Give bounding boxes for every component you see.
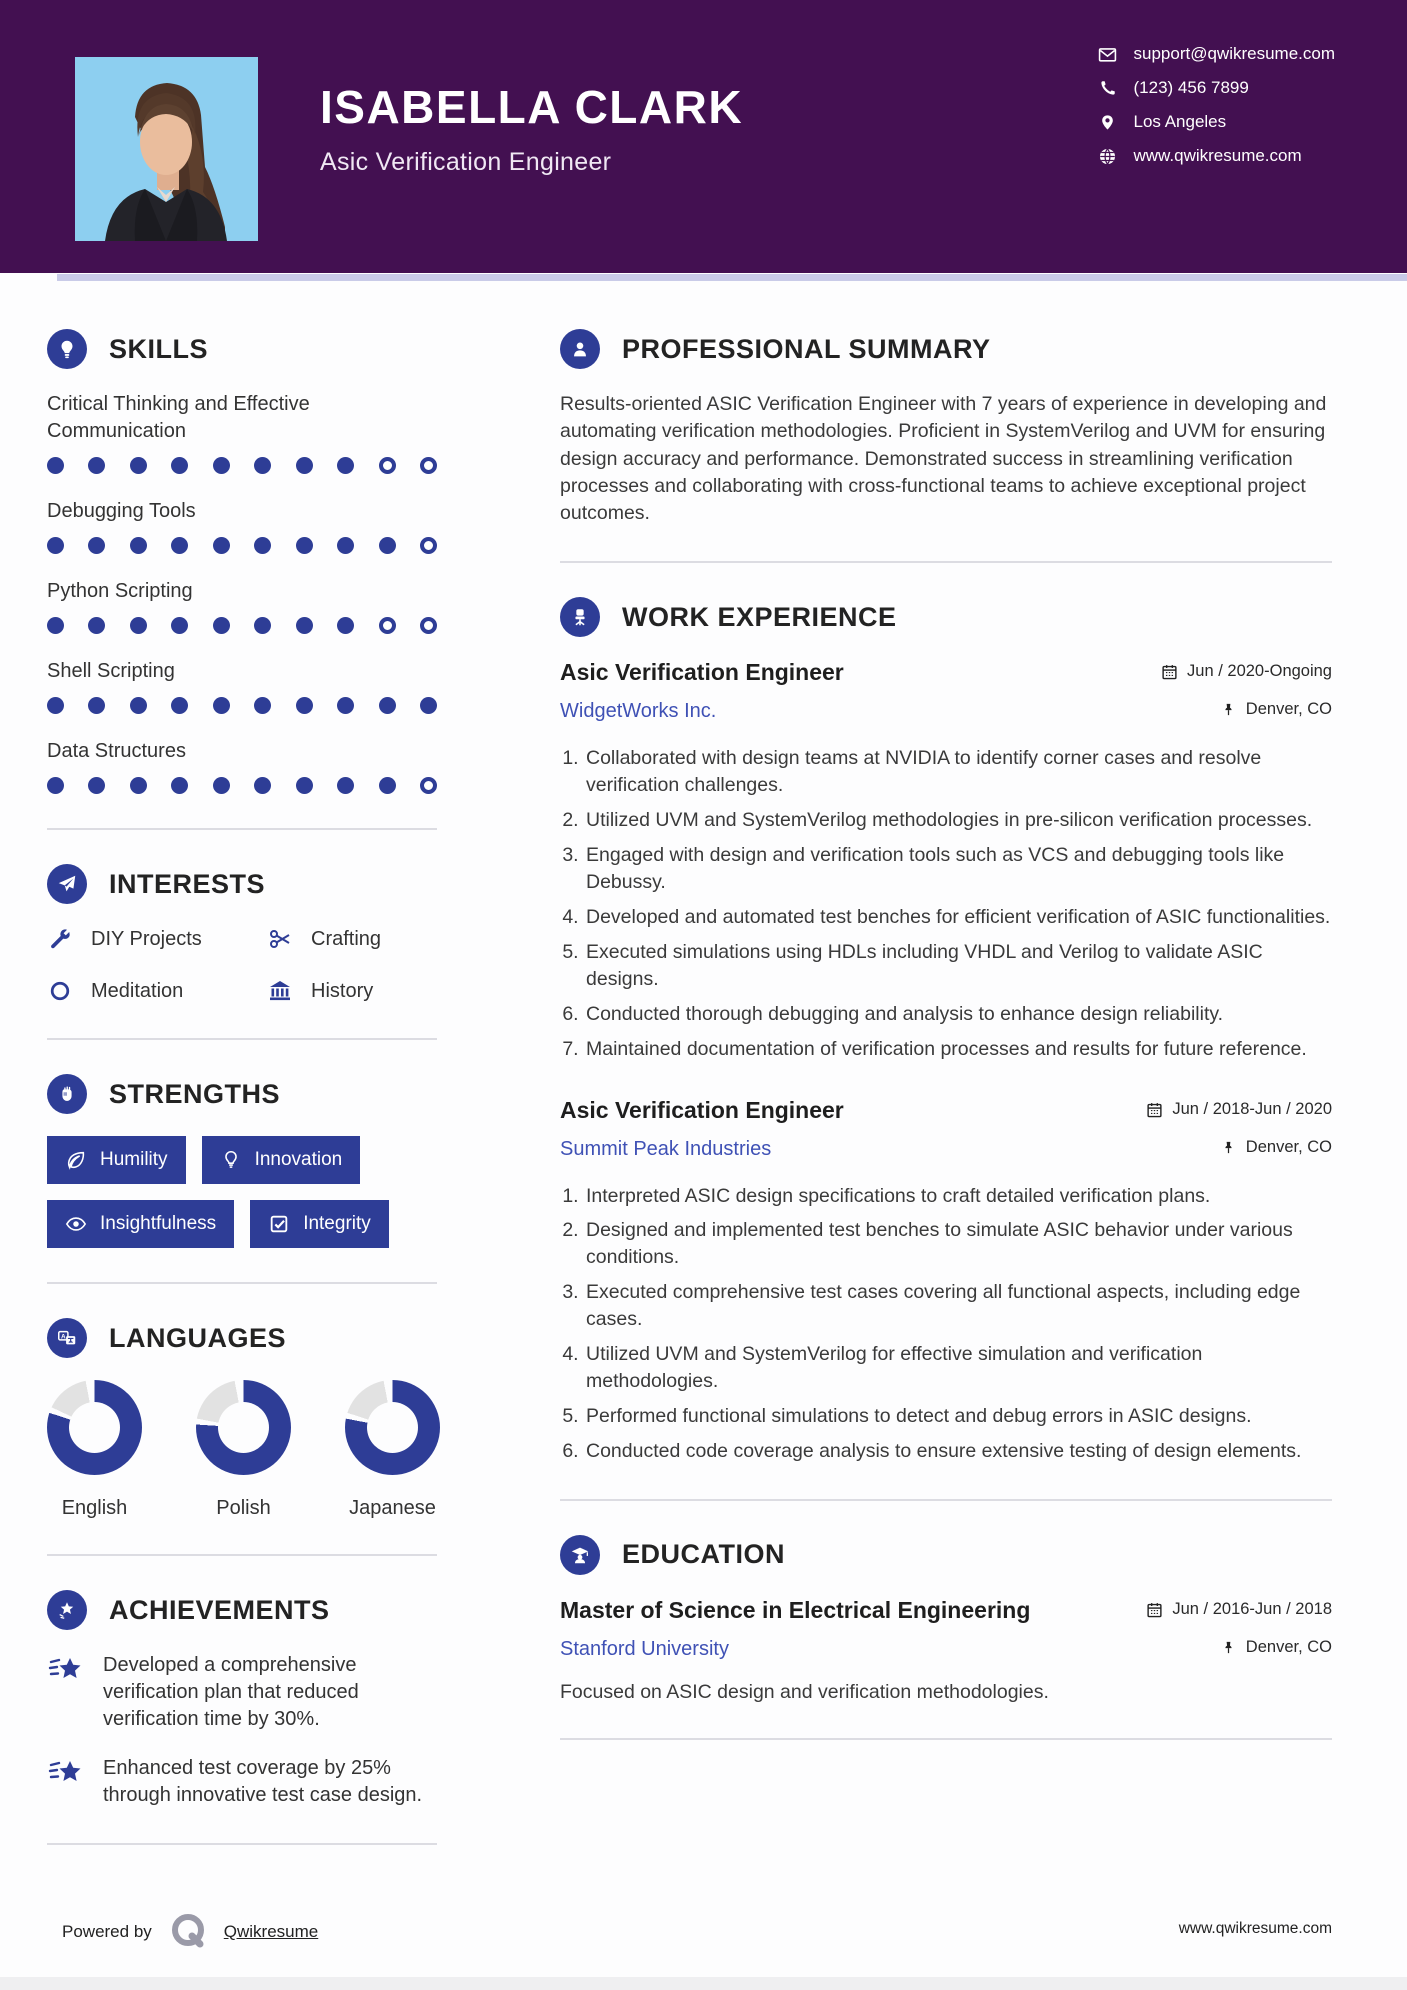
skill-name: Shell Scripting: [47, 660, 175, 682]
degree-title: Master of Science in Electrical Engineering: [560, 1596, 1031, 1623]
rating-dot-empty: [379, 617, 396, 634]
rating-dot-empty: [420, 457, 437, 474]
wrench-icon: [47, 926, 73, 952]
job-entry: [560, 659, 1332, 1062]
rating-dot-filled: [88, 697, 105, 714]
skill-item: [47, 658, 437, 714]
strength-label: Humility: [100, 1149, 168, 1170]
language-donut-chart: [196, 1380, 291, 1475]
education-entry: [560, 1597, 1332, 1704]
strength-badge: [47, 1200, 234, 1248]
rating-dot-filled: [337, 537, 354, 554]
paper-plane-icon: [47, 864, 87, 904]
strength-badge: [202, 1136, 361, 1184]
contact-phone[interactable]: [1098, 78, 1336, 98]
job-entry: [560, 1097, 1332, 1465]
company-link[interactable]: Summit Peak Industries: [560, 1137, 772, 1160]
interest-item: [47, 978, 267, 1004]
phone-icon: [1098, 78, 1118, 98]
profile-photo-image: [75, 57, 258, 241]
shooting-star-icon: [47, 1652, 85, 1690]
interest-label: Crafting: [311, 927, 382, 950]
calendar-icon: [1161, 663, 1178, 680]
location-icon: [1098, 112, 1118, 132]
job-location-text: Denver, CO: [1245, 1137, 1332, 1156]
language-label: Japanese: [349, 1497, 436, 1519]
section-achievements: [47, 1590, 437, 1809]
office-chair-icon: [560, 597, 600, 637]
job-bullet: 6. Conducted thorough debugging and analysis to enhance design reliability.: [584, 1001, 1332, 1028]
interest-label: History: [311, 979, 374, 1002]
job-bullet: 3. Engaged with design and verification tools such as VCS and debugging tools like Debussy.: [584, 842, 1332, 896]
job-bullet-list: [584, 745, 1332, 1062]
interest-item: [267, 926, 437, 952]
rating-dot-filled: [296, 537, 313, 554]
section-divider: [47, 1038, 437, 1040]
skill-rating: [47, 777, 437, 794]
language-label: Polish: [216, 1497, 271, 1519]
strength-label: Innovation: [254, 1149, 343, 1170]
rating-dot-filled: [171, 697, 188, 714]
scissors-icon: [267, 926, 293, 952]
job-bullet: 1. Collaborated with design teams at NVIDIA to identify corner cases and resolve verification challenges.: [584, 745, 1332, 799]
interests-heading: INTERESTS: [109, 868, 266, 899]
rating-dot-filled: [420, 697, 437, 714]
section-divider: [47, 1554, 437, 1556]
section-skills: [47, 329, 437, 794]
profile-photo: [75, 57, 258, 241]
calendar-icon: [1146, 1101, 1163, 1118]
skills-heading: SKILLS: [109, 333, 209, 364]
rating-dot-empty: [420, 537, 437, 554]
translate-icon: [47, 1318, 87, 1358]
rating-dot-filled: [213, 697, 230, 714]
section-experience: [560, 597, 1332, 1464]
rating-dot-filled: [379, 777, 396, 794]
summary-heading: PROFESSIONAL SUMMARY: [622, 333, 991, 364]
section-summary: [560, 329, 1332, 527]
strength-label: Insightfulness: [100, 1213, 217, 1234]
job-bullet: 5. Performed functional simulations to detect and debug errors in ASIC designs.: [584, 1403, 1332, 1430]
language-donut-chart: [345, 1380, 440, 1475]
interest-label: Meditation: [91, 979, 184, 1002]
section-education: [560, 1535, 1332, 1704]
job-location: [1220, 700, 1332, 719]
rating-dot-filled: [47, 537, 64, 554]
job-bullet: 3. Executed comprehensive test cases covering all functional aspects, including edge cases.: [584, 1279, 1332, 1333]
person-name: ISABELLA CLARK: [320, 81, 744, 133]
rating-dot-empty: [420, 617, 437, 634]
skill-rating: [47, 617, 437, 634]
section-strengths: [47, 1074, 437, 1248]
rating-dot-filled: [337, 617, 354, 634]
contact-email[interactable]: [1098, 44, 1336, 64]
svg-text:A: A: [61, 1333, 66, 1341]
job-location: [1220, 1138, 1332, 1157]
email-icon: [1098, 44, 1118, 64]
contact-website[interactable]: [1098, 146, 1336, 166]
medal-star-icon: [47, 1590, 87, 1630]
rating-dot-filled: [130, 777, 147, 794]
pushpin-icon: [1220, 1639, 1237, 1656]
rating-dot-empty: [379, 457, 396, 474]
rating-dot-filled: [213, 457, 230, 474]
lightbulb-icon: [47, 329, 87, 369]
skill-item: [47, 498, 437, 554]
contact-list: [1098, 44, 1336, 166]
education-heading: EDUCATION: [622, 1539, 785, 1570]
section-languages: [47, 1318, 437, 1520]
contact-phone-text: (123) 456 7899: [1133, 78, 1249, 97]
person-icon: [560, 329, 600, 369]
section-divider: [47, 1282, 437, 1284]
rating-dot-filled: [171, 777, 188, 794]
job-bullet: 7. Maintained documentation of verification processes and results for future reference.: [584, 1036, 1332, 1063]
footer-website-link[interactable]: www.qwikresume.com: [1178, 1920, 1332, 1937]
rating-dot-filled: [171, 457, 188, 474]
rating-dot-filled: [213, 537, 230, 554]
language-label: English: [61, 1497, 128, 1519]
rating-dot-filled: [254, 617, 271, 634]
skill-rating: [47, 537, 437, 554]
skill-item: [47, 738, 437, 794]
job-bullet: 4. Developed and automated test benches for efficient verification of ASIC functionalities.: [584, 904, 1332, 931]
globe-icon: [1098, 146, 1118, 166]
rating-dot-filled: [88, 457, 105, 474]
rating-dot-filled: [213, 617, 230, 634]
rating-dot-filled: [254, 537, 271, 554]
qwikresume-brand-link[interactable]: Qwikresume: [223, 1922, 319, 1941]
job-dates-text: Jun / 2018-Jun / 2020: [1172, 1099, 1332, 1118]
header-band: [0, 0, 1407, 273]
rating-dot-filled: [337, 697, 354, 714]
museum-icon: [267, 978, 293, 1004]
rating-dot-filled: [88, 617, 105, 634]
fist-icon: [47, 1074, 87, 1114]
job-bullet: 2. Designed and implemented test benches to simulate ASIC behavior under various conditions.: [584, 1217, 1332, 1271]
job-bullet: 1. Interpreted ASIC design specifications to craft detailed verification plans.: [584, 1183, 1332, 1210]
language-item: [196, 1380, 291, 1520]
shooting-star-icon: [47, 1755, 85, 1793]
job-title: Asic Verification Engineer: [560, 1096, 844, 1123]
rating-dot-filled: [47, 617, 64, 634]
achievement-text: Enhanced test coverage by 25% through innovative test case design.: [103, 1757, 423, 1806]
rating-dot-filled: [47, 777, 64, 794]
school-link[interactable]: Stanford University: [560, 1637, 729, 1660]
contact-website-text: www.qwikresume.com: [1133, 146, 1302, 165]
languages-heading: LANGUAGES: [109, 1322, 287, 1353]
skill-rating: [47, 457, 437, 474]
rating-dot-filled: [379, 537, 396, 554]
interest-item: [267, 978, 437, 1004]
rating-dot-filled: [296, 777, 313, 794]
calendar-icon: [1146, 1601, 1163, 1618]
rating-dot-filled: [337, 457, 354, 474]
rating-dot-filled: [254, 457, 271, 474]
job-location-text: Denver, CO: [1245, 700, 1332, 719]
job-bullet: 6. Conducted code coverage analysis to ensure extensive testing of design elements.: [584, 1438, 1332, 1465]
page-bottom-strip: [0, 1977, 1407, 1990]
interest-label: DIY Projects: [91, 927, 202, 950]
rating-dot-filled: [88, 777, 105, 794]
education-dates-text: Jun / 2016-Jun / 2018: [1172, 1599, 1332, 1618]
rating-dot-filled: [296, 697, 313, 714]
company-link[interactable]: WidgetWorks Inc.: [560, 700, 717, 723]
achievement-item: [47, 1652, 437, 1733]
education-dates: [1146, 1600, 1332, 1619]
header-accent-line: [57, 274, 1407, 281]
strength-badge: [47, 1136, 186, 1184]
graduate-icon: [560, 1535, 600, 1575]
rating-dot-filled: [337, 777, 354, 794]
person-title: Asic Verification Engineer: [320, 148, 612, 176]
job-bullet: 4. Utilized UVM and SystemVerilog for effective simulation and verification methodologies.: [584, 1341, 1332, 1395]
achievement-text: Developed a comprehensive verification plan that reduced verification time by 30%.: [103, 1654, 359, 1730]
strength-badge: [250, 1200, 389, 1248]
rating-dot-filled: [130, 697, 147, 714]
education-description: Focused on ASIC design and verification methodologies.: [560, 1680, 1049, 1703]
powered-by-text: Powered by: [62, 1922, 152, 1941]
rating-dot-filled: [171, 617, 188, 634]
section-divider: [47, 828, 437, 830]
job-dates: [1161, 662, 1332, 681]
language-item: [47, 1380, 142, 1520]
job-bullet: 2. Utilized UVM and SystemVerilog methodologies in pre-silicon verification processes.: [584, 807, 1332, 834]
leaf-icon: [65, 1149, 87, 1171]
skill-name: Python Scripting: [47, 580, 193, 602]
strengths-heading: STRENGTHS: [109, 1078, 281, 1109]
job-dates: [1146, 1100, 1332, 1119]
contact-location: [1098, 112, 1336, 132]
rating-dot-filled: [47, 697, 64, 714]
section-interests: [47, 864, 437, 1004]
skill-name: Data Structures: [47, 740, 186, 762]
achievements-heading: ACHIEVEMENTS: [109, 1594, 330, 1625]
language-donut-chart: [47, 1380, 142, 1475]
experience-heading: WORK EXPERIENCE: [622, 601, 897, 632]
job-bullet: 5. Executed simulations using HDLs including VHDL and Verilog to validate ASIC designs.: [584, 939, 1332, 993]
rating-dot-filled: [88, 537, 105, 554]
bulb-icon: [220, 1149, 242, 1171]
education-location-text: Denver, CO: [1245, 1637, 1332, 1656]
rating-dot-filled: [379, 697, 396, 714]
section-divider: [47, 1843, 437, 1845]
skill-rating: [47, 697, 437, 714]
footer: [0, 1870, 1407, 1990]
contact-location-text: Los Angeles: [1133, 112, 1227, 131]
section-divider: [560, 1738, 1332, 1740]
rating-dot-filled: [130, 537, 147, 554]
ring-icon: [47, 978, 73, 1004]
contact-email-text: support@qwikresume.com: [1133, 44, 1335, 63]
rating-dot-filled: [254, 697, 271, 714]
skill-item: [47, 578, 437, 634]
job-dates-text: Jun / 2020-Ongoing: [1187, 662, 1332, 681]
rating-dot-filled: [171, 537, 188, 554]
rating-dot-filled: [213, 777, 230, 794]
achievement-item: [47, 1755, 437, 1809]
skill-item: [47, 391, 437, 474]
pushpin-icon: [1220, 701, 1237, 718]
rating-dot-filled: [296, 617, 313, 634]
rating-dot-filled: [254, 777, 271, 794]
job-bullet-list: [584, 1183, 1332, 1465]
rating-dot-empty: [420, 777, 437, 794]
rating-dot-filled: [130, 457, 147, 474]
check-square-icon: [268, 1213, 290, 1235]
section-divider: [560, 1499, 1332, 1501]
skill-name: Debugging Tools: [47, 500, 196, 522]
qwikresume-logo-icon: [166, 1910, 210, 1954]
eye-icon: [65, 1213, 87, 1235]
section-divider: [560, 561, 1332, 563]
skill-name: Critical Thinking and Effective Communication: [47, 393, 310, 442]
rating-dot-filled: [296, 457, 313, 474]
education-location: [1220, 1638, 1332, 1657]
pushpin-icon: [1220, 1139, 1237, 1156]
rating-dot-filled: [47, 457, 64, 474]
interest-item: [47, 926, 267, 952]
strength-label: Integrity: [303, 1213, 371, 1234]
job-title: Asic Verification Engineer: [560, 659, 844, 686]
summary-text: Results-oriented ASIC Verification Engineer with 7 years of experience in developing and automating verification methodologies. Proficient in SystemVerilog and UVM for ensuring design accuracy and performance. Demonstrated success in streamlining verification processes and collaborating with cross-functional teams to achieve exceptional project outcomes.: [560, 393, 1327, 525]
language-item: [345, 1380, 440, 1520]
rating-dot-filled: [130, 617, 147, 634]
